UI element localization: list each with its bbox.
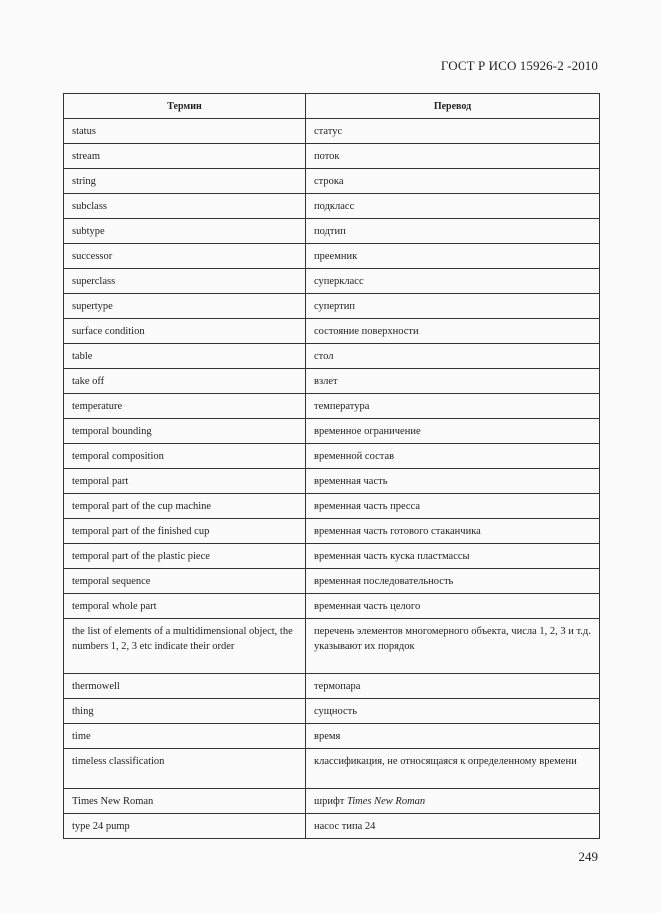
table-row xyxy=(64,699,600,724)
table-row xyxy=(64,724,600,749)
table-row xyxy=(64,169,600,194)
table-row xyxy=(64,294,600,319)
term-cell: table xyxy=(64,344,306,369)
table-row xyxy=(64,194,600,219)
table-row xyxy=(64,674,600,699)
translation-cell: временное ограничение xyxy=(306,419,600,444)
translation-cell: преемник xyxy=(306,244,600,269)
document-code: ГОСТ Р ИСО 15926-2 -2010 xyxy=(440,58,598,73)
term-cell: subclass xyxy=(64,194,306,219)
translation-cell: суперкласс xyxy=(306,269,600,294)
term-cell: subtype xyxy=(64,219,306,244)
translation-cell: взлет xyxy=(306,369,600,394)
translation-cell: перечень элементов многомерного объекта, числа 1, 2, 3 и т.д. указывают их порядок xyxy=(306,619,600,674)
table-row xyxy=(64,789,600,814)
table-row xyxy=(64,419,600,444)
translation-cell: временная последовательность xyxy=(306,569,600,594)
translation-cell: подкласс xyxy=(306,194,600,219)
term-cell: temporal sequence xyxy=(64,569,306,594)
term-cell: type 24 pump xyxy=(64,814,306,839)
translation-cell: временная часть целого xyxy=(306,594,600,619)
table-row xyxy=(64,619,600,674)
translation-cell: сущность xyxy=(306,699,600,724)
translation-cell: временная часть готового стаканчика xyxy=(306,519,600,544)
translation-cell: супертип xyxy=(306,294,600,319)
translation-cell: временной состав xyxy=(306,444,600,469)
table-header-row xyxy=(64,94,600,119)
term-cell: supertype xyxy=(64,294,306,319)
term-cell: Times New Roman xyxy=(64,789,306,814)
term-cell: surface condition xyxy=(64,319,306,344)
term-cell: temperature xyxy=(64,394,306,419)
term-cell: temporal part xyxy=(64,469,306,494)
term-cell: timeless classification xyxy=(64,749,306,789)
table-row xyxy=(64,394,600,419)
translation-cell: термопара xyxy=(306,674,600,699)
table-row xyxy=(64,144,600,169)
table-row xyxy=(64,319,600,344)
term-cell: time xyxy=(64,724,306,749)
term-cell: string xyxy=(64,169,306,194)
glossary-table xyxy=(63,93,600,839)
table-row xyxy=(64,244,600,269)
term-cell: temporal composition xyxy=(64,444,306,469)
term-cell: superclass xyxy=(64,269,306,294)
table-row xyxy=(64,344,600,369)
table-row xyxy=(64,494,600,519)
column-header-term: Термин xyxy=(64,94,306,119)
term-cell: thing xyxy=(64,699,306,724)
translation-cell: время xyxy=(306,724,600,749)
term-cell: take off xyxy=(64,369,306,394)
translation-cell: временная часть куска пластмассы xyxy=(306,544,600,569)
table-row xyxy=(64,219,600,244)
table-row xyxy=(64,749,600,789)
translation-prefix: шрифт xyxy=(314,796,345,807)
term-cell: status xyxy=(64,119,306,144)
term-cell: temporal part of the cup machine xyxy=(64,494,306,519)
translation-cell: стол xyxy=(306,344,600,369)
term-cell: temporal part of the plastic piece xyxy=(64,544,306,569)
translation-cell: поток xyxy=(306,144,600,169)
table-row xyxy=(64,119,600,144)
term-cell: temporal bounding xyxy=(64,419,306,444)
table-row xyxy=(64,369,600,394)
table-row xyxy=(64,269,600,294)
table-row xyxy=(64,814,600,839)
translation-cell: состояние поверхности xyxy=(306,319,600,344)
translation-cell xyxy=(306,789,600,814)
term-cell: the list of elements of a multidimensional object, the numbers 1, 2, 3 etc indicate their order xyxy=(64,619,306,674)
translation-cell: насос типа 24 xyxy=(306,814,600,839)
table-row xyxy=(64,469,600,494)
column-header-translation: Перевод xyxy=(306,94,600,119)
page-number: 249 xyxy=(578,849,598,864)
translation-cell: временная часть xyxy=(306,469,600,494)
translation-cell: подтип xyxy=(306,219,600,244)
table-row xyxy=(64,544,600,569)
term-cell: thermowell xyxy=(64,674,306,699)
table-row xyxy=(64,569,600,594)
translation-italic: Times New Roman xyxy=(346,796,426,807)
term-cell: temporal part of the finished cup xyxy=(64,519,306,544)
table-row xyxy=(64,594,600,619)
translation-cell: статус xyxy=(306,119,600,144)
term-cell: successor xyxy=(64,244,306,269)
translation-cell: строка xyxy=(306,169,600,194)
table-row xyxy=(64,444,600,469)
table-row xyxy=(64,519,600,544)
term-cell: temporal whole part xyxy=(64,594,306,619)
translation-cell: классификация, не относящаяся к определенному времени xyxy=(306,749,600,789)
translation-cell: температура xyxy=(306,394,600,419)
translation-cell: временная часть пресса xyxy=(306,494,600,519)
term-cell: stream xyxy=(64,144,306,169)
